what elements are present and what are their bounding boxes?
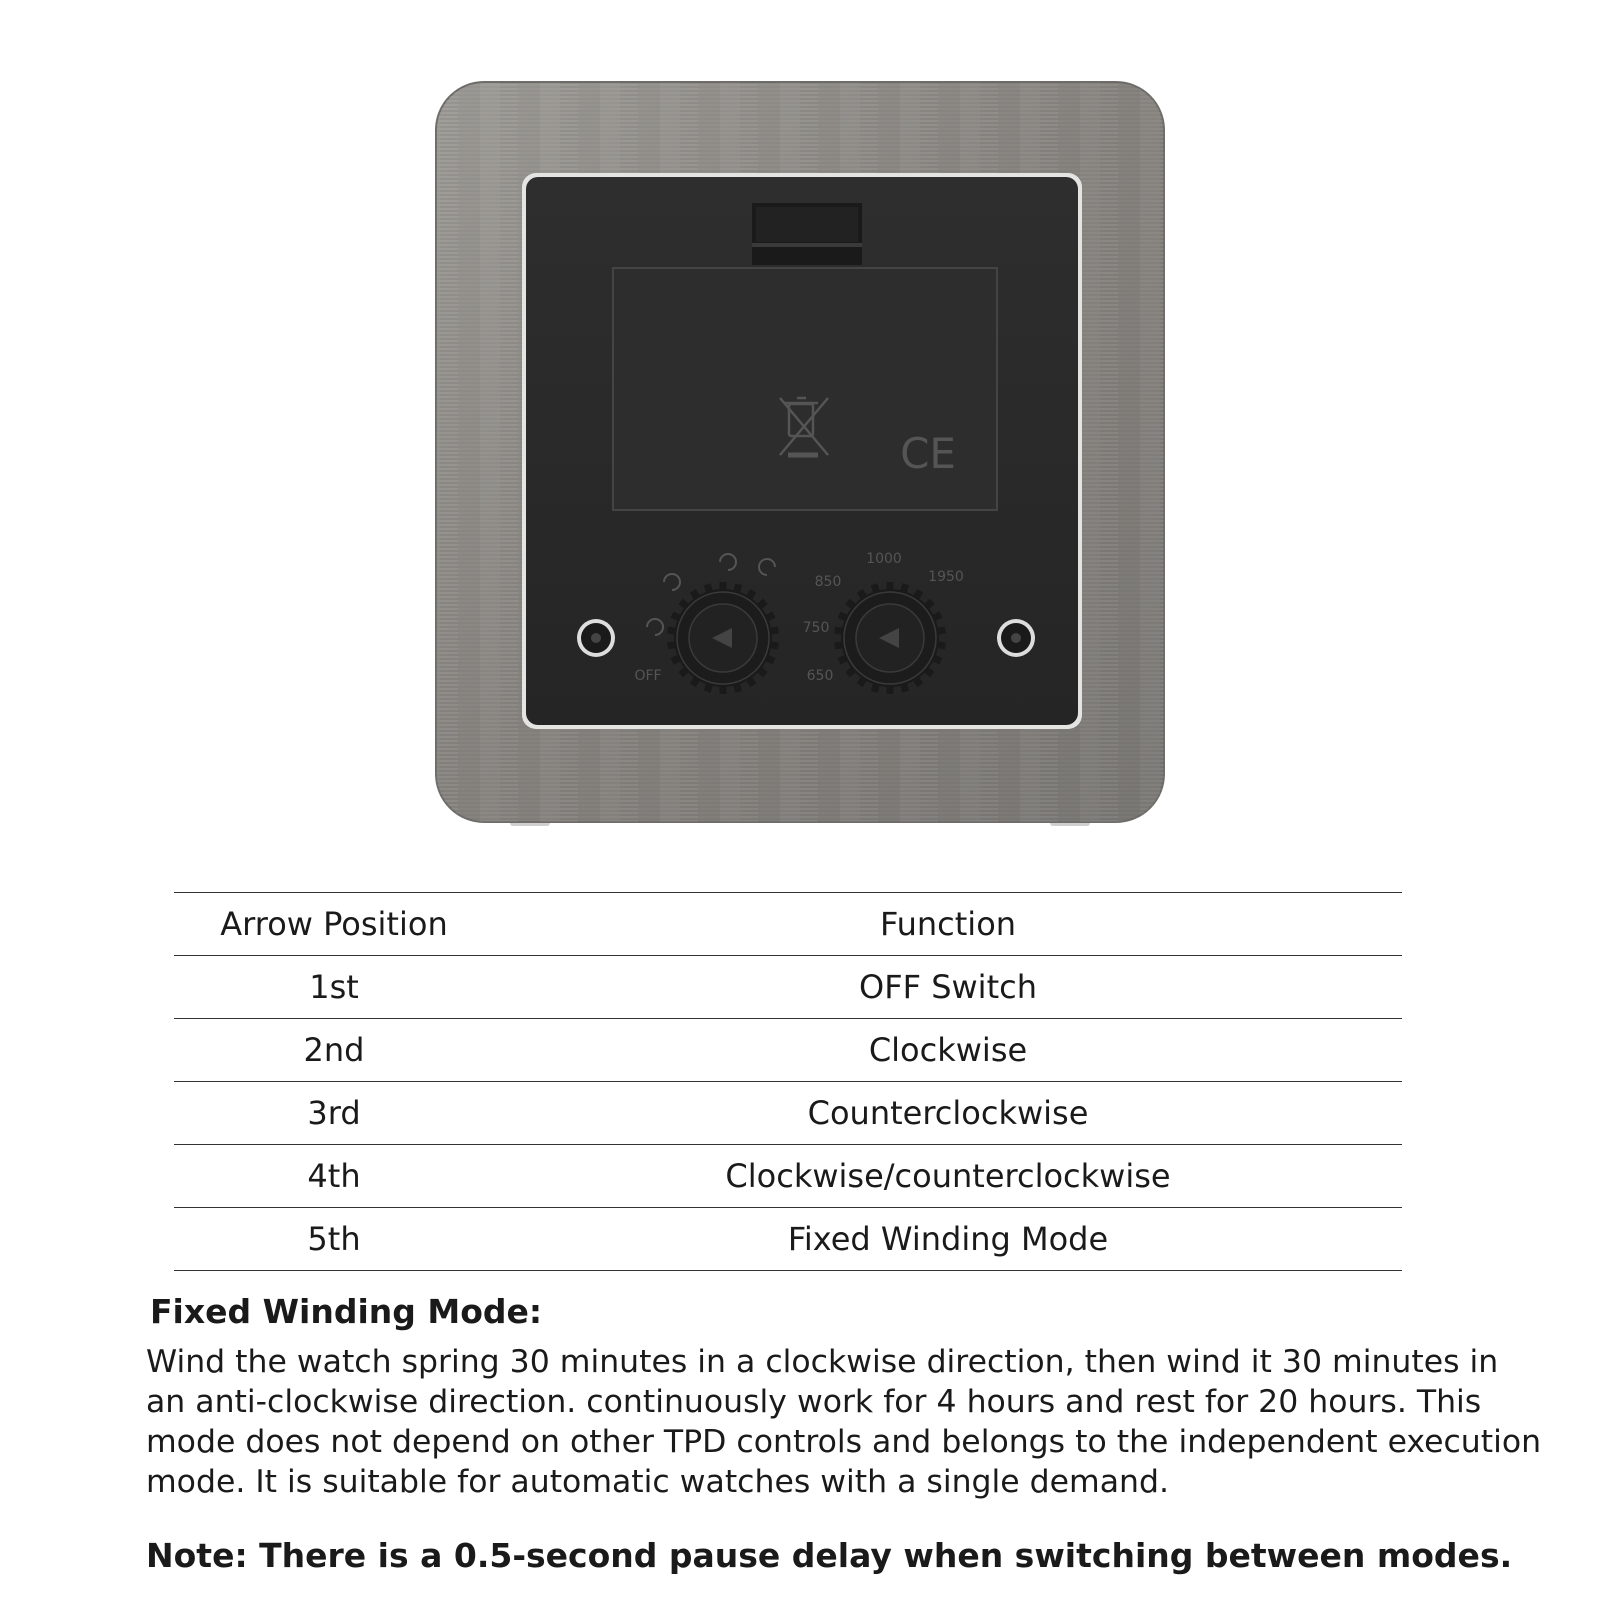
mode-switch-note: Note: There is a 0.5-second pause delay when switching between modes. — [146, 1536, 1513, 1575]
row-position: 5th — [174, 1208, 494, 1271]
header-function: Function — [494, 893, 1402, 956]
row-position: 3rd — [174, 1082, 494, 1145]
table-row — [174, 1208, 1402, 1271]
row-function: Counterclockwise — [494, 1082, 1402, 1145]
row-position: 4th — [174, 1145, 494, 1208]
table-row — [174, 1145, 1402, 1208]
tpd-label: 1950 — [928, 569, 964, 585]
tpd-label: 1000 — [866, 551, 902, 567]
fixed-winding-mode-heading: Fixed Winding Mode: — [150, 1292, 543, 1331]
row-function: Clockwise/counterclockwise — [494, 1145, 1402, 1208]
table-row — [174, 956, 1402, 1019]
row-position: 1st — [174, 956, 494, 1019]
row-position: 2nd — [174, 1019, 494, 1082]
arrow-position-table — [174, 892, 1402, 1271]
row-function: Clockwise — [494, 1019, 1402, 1082]
tpd-label: 650 — [806, 668, 834, 684]
right-port — [997, 619, 1035, 657]
row-function: OFF Switch — [494, 956, 1402, 1019]
table-row — [174, 1019, 1402, 1082]
table-row — [174, 1082, 1402, 1145]
row-function: Fixed Winding Mode — [494, 1208, 1402, 1271]
ce-mark: CE — [900, 429, 956, 478]
header-arrow-position: Arrow Position — [174, 893, 494, 956]
off-label: OFF — [634, 668, 662, 684]
tpd-label: 850 — [814, 574, 842, 590]
left-port — [577, 619, 615, 657]
tpd-label: 750 — [802, 620, 830, 636]
table-header-row — [174, 893, 1402, 956]
panel-clip — [752, 203, 862, 265]
fixed-winding-mode-description: Wind the watch spring 30 minutes in a clockwise direction, then wind it 30 minutes in an anti-clockwise direction. continuously work for 4 hours and rest for 20 hours. This mode does not depend on other TPD controls and belongs to the independent execution mode. It is suitable for automatic watches with a single demand. — [146, 1344, 1542, 1500]
